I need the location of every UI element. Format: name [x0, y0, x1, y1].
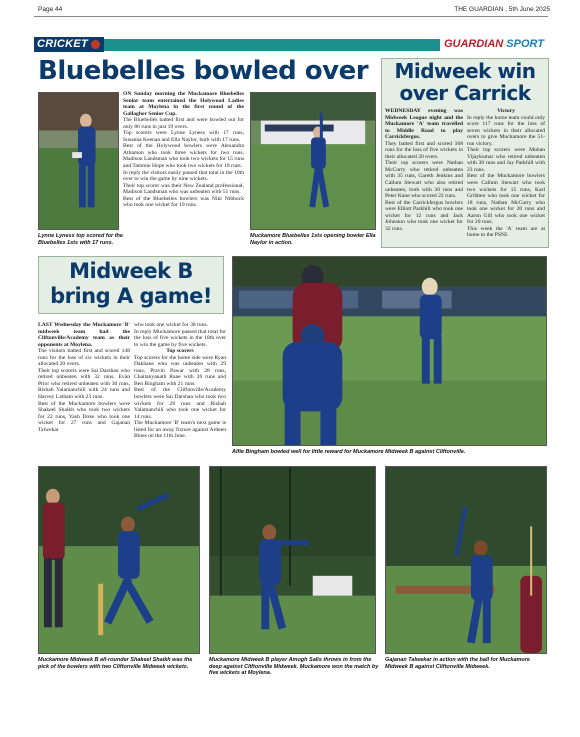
brand-guardian: GUARDIAN [443, 38, 504, 50]
section-tag-label: CRICKET [37, 38, 88, 50]
paragraph: LAST Wednesday the Muckamore 'B' midweek team had the Cliftonville/Academy team as their opponents at Moylena. [38, 322, 130, 348]
headline-midweek-b-line1: Midweek B [69, 259, 193, 283]
guardian-sport-brand [440, 36, 548, 52]
photo-ella-naylor [250, 92, 376, 230]
paragraph: In reply the home team could only score 117 runs for the loss of seven wickets in their allocated overs to give Muckamore the 51-run victory. [467, 114, 545, 147]
section-tag [34, 37, 104, 52]
top-rule [34, 16, 548, 17]
caption-shakeel-shaikh: Muckamore Midweek B all-rounder Shakeel Shaikh was the pick of the bowlers with two Cliftonville Midweek wickets. [38, 657, 193, 670]
photo-shakeel-shaikh [38, 466, 200, 654]
paragraph: The visitors batted first and scored 148 runs for the loss of six wickets in their allocated 20 overs. [38, 348, 130, 368]
paragraph: They batted first and scored 168 runs for the loss of five wickets in their allocated 20 overs. [385, 140, 463, 160]
caption-gajanan-talwekar: Gajanan Talwekar in action with the ball for Muckamore Midweek B against Cliftonville Midweek. [385, 657, 530, 670]
cricket-ball-icon [91, 40, 100, 49]
caption-amogh-salis: Muckamore Midweek B player Amogh Salis throws in from the deep against Cliftonville Midweek. Muckamore won the match by five wickets at Moylena. [209, 657, 379, 676]
paragraph: Their top scorer was their New Zealand professional, Madison Landsman who was unbeaten with 51 runs. [123, 182, 244, 196]
paragraph: Best of the Bluebelles bowlers was Niki Nibbock who took one wicket for 19 runs. [123, 195, 244, 209]
paragraph: In reply Muckamore passed that total for the loss of five wickets in the 18th over to win the game by five wickets. [134, 328, 226, 348]
paragraph: who took one wicket for 38 runs. [134, 322, 209, 328]
paragraph: Best of the Carrickfergus bowlers were Elliott Parkhill who took one wicket for 12 runs and Jack Johnston who took one wicket for 32 runs. [385, 199, 463, 232]
paragraph: Their top scorers were Sai Darshan who retired unbeaten with 32 runs, Evan Prior who retired unbeaten with 30 runs, Rishab Yalamanchili with 24 runs and Harvey Latham with 23 runs. [38, 367, 130, 401]
paragraph: Best of the Cliftonville/Academy bowlers were Sai Darshan who took two wickets for 28 runs and Rishab Yalamanchili who took one wicket for 14 runs. [134, 387, 226, 420]
paragraph: The Muckamore 'B' team's next game is listed for an away fixture against Ardeen Blues on the 11th June. [134, 420, 226, 440]
article-midweek-b-col1 [38, 322, 130, 433]
headline-bluebelles: Bluebelles bowled over [38, 56, 369, 86]
photo-amogh-salis [209, 466, 376, 654]
paragraph: Best of the Muckamore bowlers were Shakeel Shaikh who took two wickets for 22 runs, Yash Doke who took one wicket for 27 runs and Gajanan Talwekar [38, 400, 130, 433]
subhead-victory: Victory [497, 108, 515, 114]
paragraph: This week the 'A' team are at home to the PSNI. [467, 225, 545, 239]
paragraph: The Bluebelles batted first and were bowled out for only 86 runs in just 19 overs. [123, 117, 244, 130]
article-carrick-col1 [385, 108, 463, 232]
headline-carrick-line1: Midweek win [394, 59, 536, 83]
page-number: Page 44 [38, 6, 63, 13]
article-bluebelles-text [123, 91, 244, 209]
paragraph: Their top scorers were Mohan Vijaykumar who retired unbeaten with 30 runs and Jay Parkhill with 23 runs. [467, 147, 545, 173]
caption-lynne-lyness: Lynne Lyness top scored for the Bluebelles 1sts with 17 runs. [38, 233, 123, 246]
brand-sport: SPORT [506, 38, 544, 50]
paragraph: Top scorers for the home side were Ryan Dakhane who was unbeaten with 29 runs, Pravin Pawar with 28 runs, Chaitanyanath Rane with 26 runs and Ben Bingham with 21 runs. [134, 354, 226, 387]
paragraph: Best of the Holywood bowlers were Alexandra Athamon who took three wickets for two runs, Madison Landsman who took two wickets for 15 runs and Tammie Hope who took two wickets for 18 runs. [123, 143, 244, 170]
headline-midweek-b [38, 259, 224, 309]
caption-ella-naylor: Muckamore Bluebelles 1sts opening bowler Ella Naylor in action. [250, 233, 376, 246]
photo-lynne-lyness [38, 92, 119, 230]
paragraph: Best of the Muckamore bowlers were Callum Stewart who took two wickets for 15 runs, Karl Gribben who took one wicket for 18 runs, Nathan McCurry who took one wicket for 20 runs and Aaron Gill who took one wicket for 20 runs. [467, 173, 545, 226]
article-carrick-col2 [467, 108, 545, 239]
photo-alfie-bingham [232, 256, 547, 446]
headline-carrick-line2: over Carrick [399, 81, 531, 105]
headline-midweek-b-line2: bring A game! [50, 284, 212, 308]
paragraph: In reply the visitors easily passed that total in the 10th over to win the game by nine wickets. [123, 169, 244, 183]
paragraph: ON Sunday morning the Muckamore Bluebelles Senior team entertained the Holywood Ladies team at Moylena in the first round of the Gallagher Senior Cup. [123, 91, 244, 117]
paragraph: Top scorers were Lynne Lyness with 17 runs, Susanna Keenan and Ella Naylor, both with 17 runs. [123, 130, 244, 143]
caption-alfie-bingham: Alfie Bingham bowled well for little reward for Muckamore Midweek B against Cliftonville. [232, 449, 466, 455]
subhead-top-scorers: Top scorers [166, 348, 194, 355]
article-midweek-b-col2 [134, 322, 226, 440]
paper-date: THE GUARDIAN , 5th June 2025 [454, 6, 550, 13]
paragraph: Their top scorers were Nathan McCurry who retired unbeaten with 35 runs, Gareth Jenkins and Callum Stewart who also retired unbeaten, both with 30 runs and Peter Kane who scored 22 runs. [385, 160, 463, 200]
headline-carrick [382, 60, 548, 104]
photo-gajanan-talwekar [385, 466, 547, 654]
paragraph: WEDNESDAY evening was Midweek League night and the Muckamore 'A' team travelled to Middle Road to play Carrickfergus. [385, 108, 463, 141]
